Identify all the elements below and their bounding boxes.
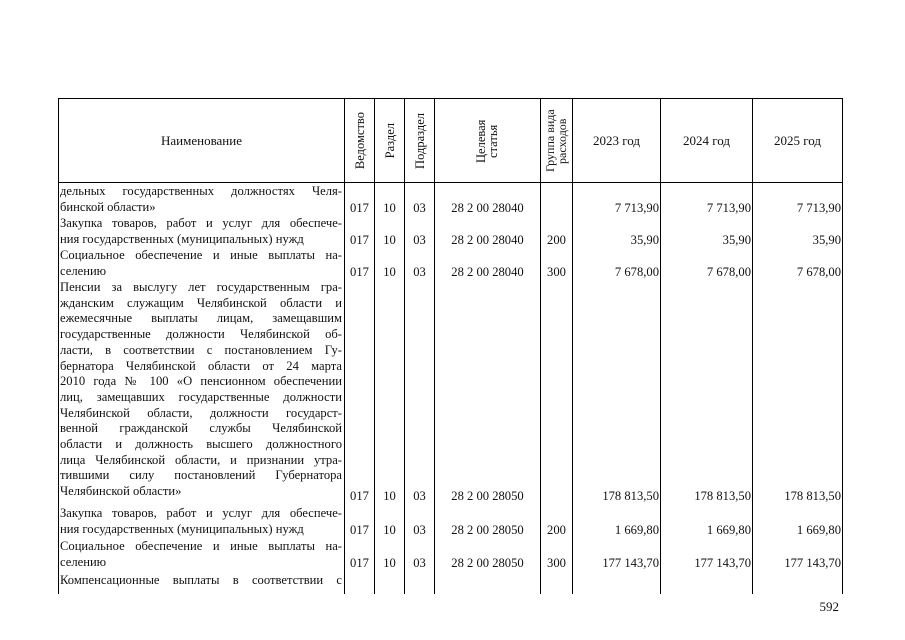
row-1-2024: 35,90	[722, 233, 751, 247]
row-4-razdel: 10	[383, 523, 396, 537]
table-row-2-name	[60, 248, 342, 279]
header-celevaya-text: Целевая статья	[473, 118, 500, 163]
header-vedomstvo-text: Ведомство	[352, 111, 367, 170]
row-0-ved: 017	[350, 201, 369, 215]
header-2024	[661, 99, 752, 182]
row-3-line-5: бернатора Челябинской области от 24 марта	[60, 358, 342, 373]
col-line-9	[842, 98, 843, 594]
row-3-line-8: Челябинской области, должности государст-	[60, 405, 342, 420]
row-5-ved: 017	[350, 556, 369, 570]
row-0-2024: 7 713,90	[706, 201, 751, 215]
header-vedomstvo	[345, 99, 374, 182]
row-1-2023: 35,90	[630, 233, 659, 247]
row-2-razdel: 10	[383, 265, 396, 279]
table-row-4-name	[60, 506, 342, 537]
header-2024-text: 2024 год	[683, 132, 730, 148]
header-name	[59, 99, 344, 182]
row-4-2024: 1 669,80	[706, 523, 751, 537]
row-4-2025: 1 669,80	[796, 523, 841, 537]
row-4-podrazdel: 03	[413, 523, 426, 537]
table-row-6-name	[60, 573, 342, 589]
header-bottom-border	[58, 182, 843, 183]
row-3-line-6: 2010 года № 100 «О пенсионном обеспечении	[60, 374, 342, 389]
row-5-line-1: селению	[60, 554, 107, 569]
row-3-line-4: ласти, в соответствии с постановлением Гу-	[60, 342, 342, 357]
row-3-ved: 017	[350, 489, 369, 503]
row-1-cs: 28 2 00 28040	[451, 233, 524, 247]
row-0-podrazdel: 03	[413, 201, 426, 215]
row-5-podrazdel: 03	[413, 556, 426, 570]
row-4-cs: 28 2 00 28050	[451, 523, 524, 537]
row-4-2023: 1 669,80	[614, 523, 659, 537]
header-2025	[753, 99, 842, 182]
header-name-text: Наименование	[161, 132, 242, 148]
row-1-ved: 017	[350, 233, 369, 247]
row-5-2025: 177 143,70	[784, 556, 841, 570]
row-2-2025: 7 678,00	[796, 265, 841, 279]
row-3-line-11: лица Челябинской области, и признании утра-	[60, 452, 342, 467]
row-3-cs: 28 2 00 28050	[451, 489, 524, 503]
row-5-2023: 177 143,70	[602, 556, 659, 570]
row-3-line-13: Челябинской области»	[60, 484, 182, 499]
row-0-razdel: 10	[383, 201, 396, 215]
row-3-2025: 178 813,50	[784, 489, 841, 503]
table-row-0-name	[60, 184, 342, 215]
row-5-cs: 28 2 00 28050	[451, 556, 524, 570]
row-3-razdel: 10	[383, 489, 396, 503]
row-3-2023: 178 813,50	[602, 489, 659, 503]
row-4-line-1: ния государственных (муниципальных) нужд	[60, 521, 304, 536]
row-0-cs: 28 2 00 28040	[451, 201, 524, 215]
row-5-line-0: Социальное обеспечение и иные выплаты на-	[60, 539, 342, 553]
row-2-podrazdel: 03	[413, 265, 426, 279]
table-row-3-name	[60, 280, 342, 500]
row-0-line-0: дельных государственных должностях Челя-	[60, 184, 342, 198]
row-0-2023: 7 713,90	[614, 201, 659, 215]
header-podrazdel	[405, 99, 434, 182]
header-gruppa-vida-rashodov	[541, 99, 572, 182]
row-3-line-9: венной гражданской службы Челябинской	[60, 421, 342, 436]
header-2023-text: 2023 год	[593, 132, 640, 148]
table-row-5-name	[60, 539, 342, 570]
row-2-line-1: селению	[60, 263, 107, 278]
page-number: 592	[819, 599, 839, 614]
row-4-ved: 017	[350, 523, 369, 537]
row-5-vr: 300	[547, 556, 566, 570]
header-podrazdel-text: Подраздел	[412, 112, 427, 169]
row-2-vr: 300	[547, 265, 566, 279]
row-0-line-1: бинской области»	[60, 199, 156, 214]
header-razdel-text: Раздел	[382, 122, 397, 159]
header-2025-text: 2025 год	[774, 132, 821, 148]
row-4-line-0: Закупка товаров, работ и услуг для обеспече-	[60, 506, 342, 520]
row-2-line-0: Социальное обеспечение и иные выплаты на-	[60, 248, 342, 262]
row-2-ved: 017	[350, 265, 369, 279]
header-gruppa-text: Группа вида расходов	[542, 109, 569, 172]
row-0-2025: 7 713,90	[796, 201, 841, 215]
row-2-2024: 7 678,00	[706, 265, 751, 279]
header-celevaya-statya	[435, 99, 540, 182]
row-3-line-10: области и должность высшего должностного	[60, 437, 342, 452]
row-1-2025: 35,90	[812, 233, 841, 247]
table-row-1-name	[60, 216, 342, 247]
row-6-line-0: Компенсационные выплаты в соответствии с	[60, 573, 342, 587]
row-5-razdel: 10	[383, 556, 396, 570]
row-3-line-0: Пенсии за выслугу лет государственным гра-	[60, 280, 342, 294]
row-4-vr: 200	[547, 523, 566, 537]
row-3-line-2: ежемесячные выплаты лицам, замещавшим	[60, 311, 342, 326]
row-1-podrazdel: 03	[413, 233, 426, 247]
row-1-line-0: Закупка товаров, работ и услуг для обеспече-	[60, 216, 342, 230]
row-3-line-12: тившими силу постановлений Губернатора	[60, 468, 342, 483]
row-3-line-3: государственные должности Челябинской об-	[60, 327, 342, 342]
row-5-2024: 177 143,70	[694, 556, 751, 570]
row-2-cs: 28 2 00 28040	[451, 265, 524, 279]
row-3-podrazdel: 03	[413, 489, 426, 503]
row-3-line-7: лиц, замещавших государственные должности	[60, 389, 342, 404]
row-1-vr: 200	[547, 233, 566, 247]
row-3-2024: 178 813,50	[694, 489, 751, 503]
row-2-2023: 7 678,00	[614, 265, 659, 279]
row-1-line-1: ния государственных (муниципальных) нужд	[60, 231, 304, 246]
row-1-razdel: 10	[383, 233, 396, 247]
header-2023	[573, 99, 660, 182]
row-3-line-1: жданским служащим Челябинской области и	[60, 295, 342, 310]
header-razdel	[375, 99, 404, 182]
